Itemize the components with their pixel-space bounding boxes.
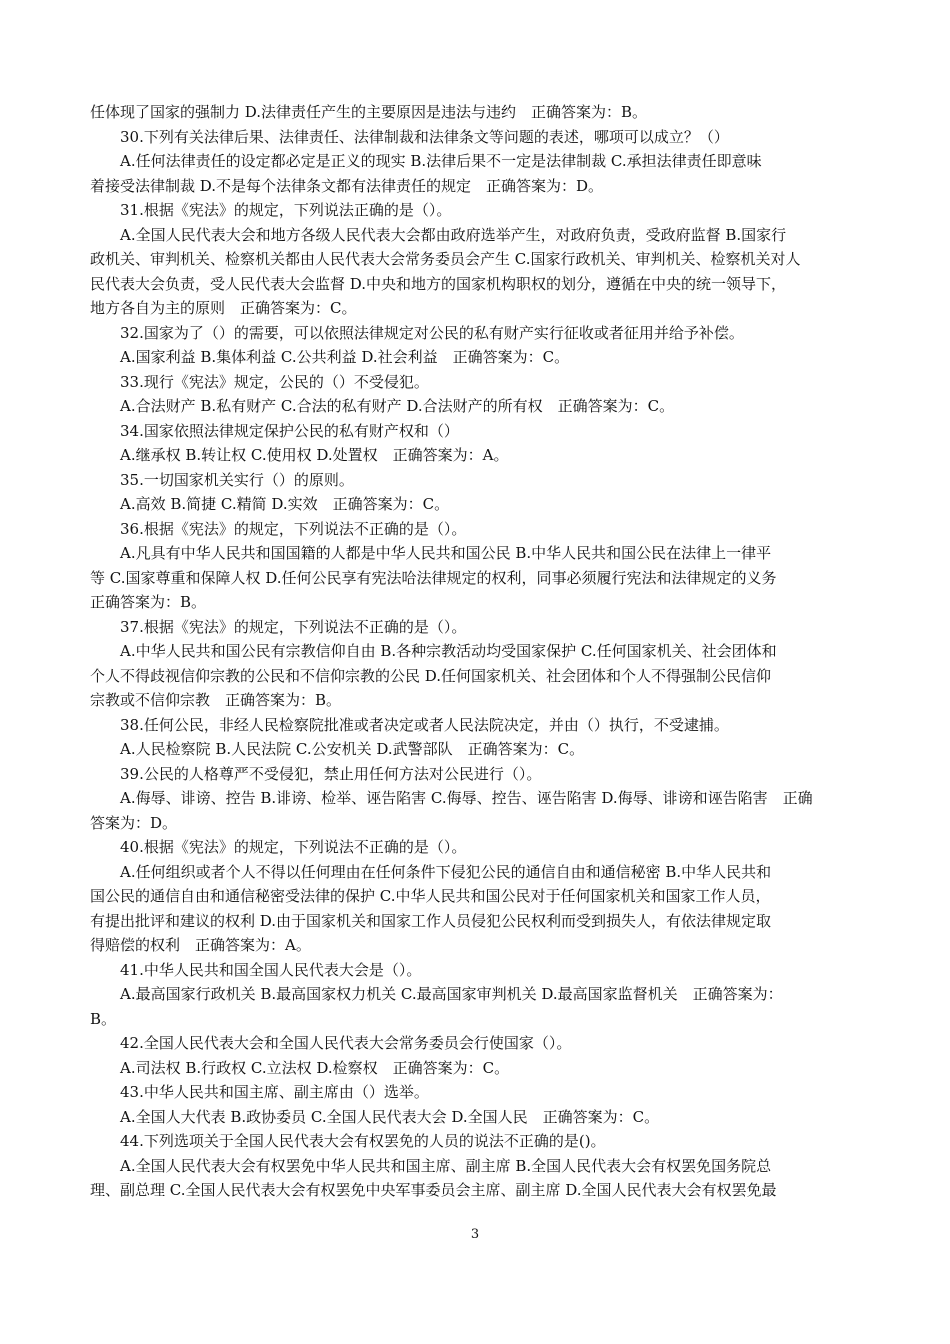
options-line: A.侮辱、诽谤、控告 B.诽谤、检举、诬告陷害 C.侮辱、控告、诬告陷害 D.侮辱、诽谤和诬告陷害 正确: [120, 789, 813, 807]
options-line: A.继承权 B.转让权 C.使用权 D.处置权 正确答案为：A。: [120, 446, 509, 464]
question-36: 36.根据《宪法》的规定，下列说法不正确的是（）。: [120, 519, 467, 538]
text-line: 得赔偿的权利 正确答案为：A。: [90, 936, 311, 954]
question-38: 38.任何公民，非经人民检察院批准或者决定或者人民法院决定，并由（）执行，不受逮捕。: [120, 715, 729, 734]
question-39: 39.公民的人格尊严不受侵犯，禁止用任何方法对公民进行（）。: [120, 764, 542, 783]
page-number: 3: [470, 1227, 480, 1242]
text-line: 地方各自为主的原则 正确答案为：C。: [90, 299, 357, 317]
text-line: 任体现了国家的强制力 D.法律责任产生的主要原因是违法与违约 正确答案为：B。: [90, 103, 648, 121]
text-line: 答案为：D。: [90, 813, 178, 832]
text-line: 宗教或不信仰宗教 正确答案为：B。: [90, 691, 342, 709]
options-line: A.合法财产 B.私有财产 C.合法的私有财产 D.合法财产的所有权 正确答案为：C。: [120, 397, 675, 415]
options-line: A.司法权 B.行政权 C.立法权 D.检察权 正确答案为：C。: [120, 1058, 510, 1077]
text-line: B。: [90, 1009, 117, 1028]
options-line: A.最高国家行政机关 B.最高国家权力机关 C.最高国家审判机关 D.最高国家监督机关 正确答案为：: [120, 985, 783, 1003]
question-43: 43.中华人民共和国主席、副主席由（）选举。: [120, 1083, 429, 1101]
question-31: 31.根据《宪法》的规定，下列说法正确的是（）。: [120, 201, 452, 219]
options-line: A.凡具有中华人民共和国国籍的人都是中华人民共和国公民 B.中华人民共和国公民在法律上一律平: [120, 544, 772, 562]
text-line: 个人不得歧视信仰宗教的公民和不信仰宗教的公民 D.任何国家机关、社会团体和个人不得强制公民信仰: [90, 666, 772, 685]
question-41: 41.中华人民共和国全国人民代表大会是（）。: [120, 960, 422, 979]
options-line: A.任何组织或者个人不得以任何理由在任何条件下侵犯公民的通信自由和通信秘密 B.中华人民共和: [120, 862, 772, 881]
options-line: A.高效 B.简捷 C.精简 D.实效 正确答案为：C。: [120, 495, 450, 513]
options-line: A.人民检察院 B.人民法院 C.公安机关 D.武警部队 正确答案为：C。: [120, 740, 585, 758]
question-34: 34.国家依照法律规定保护公民的私有财产权和（）: [120, 421, 459, 440]
question-35: 35.一切国家机关实行（）的原则。: [120, 470, 354, 489]
text-line: 政机关、审判机关、检察机关都由人民代表大会常务委员会产生 C.国家行政机关、审判机关、检察机关对人: [90, 250, 801, 268]
options-line: A.任何法律责任的设定都必定是正义的现实 B.法律后果不一定是法律制裁 C.承担法律责任即意味: [120, 152, 762, 170]
text-line: 有提出批评和建议的权利 D.由于国家机关和国家工作人员侵犯公民权利而受到损失人，有依法律规定取: [90, 911, 772, 930]
options-line: A.中华人民共和国公民有宗教信仰自由 B.各种宗教活动均受国家保护 C.任何国家机关、社会团体和: [120, 642, 777, 660]
options-line: A.全国人民代表大会有权罢免中华人民共和国主席、副主席 B.全国人民代表大会有权罢免国务院总: [120, 1156, 772, 1175]
question-44: 44.下列选项关于全国人民代表大会有权罢免的人员的说法不正确的是()。: [120, 1132, 606, 1150]
options-line: A.全国人民代表大会和地方各级人民代表大会都由政府选举产生，对政府负责，受政府监督 B.国家行: [120, 225, 787, 244]
question-42: 42.全国人民代表大会和全国人民代表大会常务委员会行使国家（）。: [120, 1034, 572, 1052]
text-line: 正确答案为：B。: [90, 593, 207, 611]
text-line: 理、副总理 C.全国人民代表大会有权罢免中央军事委员会主席、副主席 D.全国人民代表大会有权罢免最: [90, 1181, 777, 1199]
text-line: 国公民的通信自由和通信秘密受法律的保护 C.中华人民共和国公民对于任何国家机关和国家工作人员，: [90, 887, 771, 905]
options-line: A.全国人大代表 B.政协委员 C.全国人民代表大会 D.全国人民 正确答案为：C。: [120, 1107, 660, 1126]
text-line: 等 C.国家尊重和保障人权 D.任何公民享有宪法哈法律规定的权利，同事必须履行宪法和法律规定的义务: [90, 568, 777, 587]
text-line: 民代表大会负责，受人民代表大会监督 D.中央和地方的国家机构职权的划分，遵循在中央的统一领导下，: [90, 274, 787, 293]
question-32: 32.国家为了（）的需要，可以依照法律规定对公民的私有财产实行征收或者征用并给予补偿。: [120, 323, 744, 342]
question-30: 30.下列有关法律后果、法律责任、法律制裁和法律条文等问题的表述，哪项可以成立？（）: [120, 127, 729, 146]
options-line: A.国家利益 B.集体利益 C.公共利益 D.社会利益 正确答案为：C。: [120, 348, 570, 366]
question-40: 40.根据《宪法》的规定，下列说法不正确的是（）。: [120, 838, 467, 856]
document-body: [90, 100, 862, 1203]
question-33: 33.现行《宪法》规定，公民的（）不受侵犯。: [120, 372, 429, 391]
question-37: 37.根据《宪法》的规定，下列说法不正确的是（）。: [120, 617, 467, 636]
text-line: 着接受法律制裁 D.不是每个法律条文都有法律责任的规定 正确答案为：D。: [90, 176, 604, 195]
